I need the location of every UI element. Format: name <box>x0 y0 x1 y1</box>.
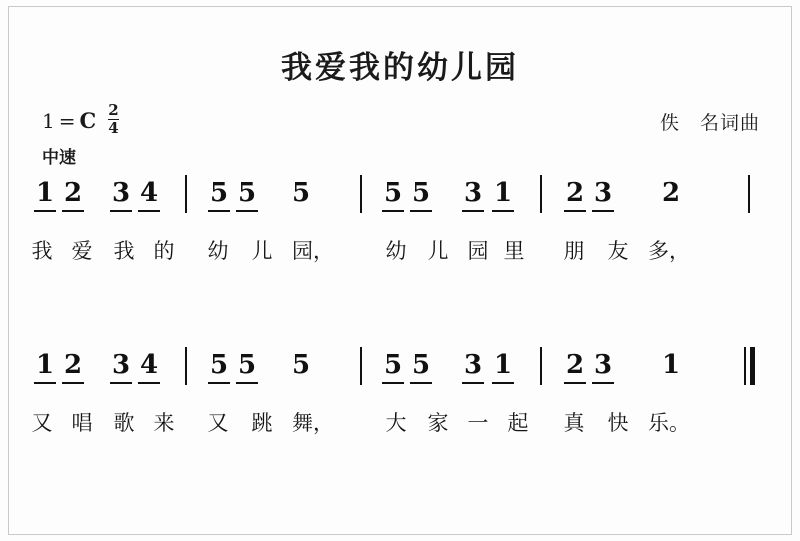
note: 3 <box>592 178 614 212</box>
barline <box>185 175 187 213</box>
barline <box>360 175 362 213</box>
barline <box>540 347 542 385</box>
music-system-2 <box>0 350 800 470</box>
lyric-syllable: 园 <box>467 239 489 263</box>
lyric-syllable: 里 <box>503 239 525 263</box>
note: 1 <box>492 350 514 384</box>
note: 1 <box>661 350 681 380</box>
lyric-syllable: 我 <box>31 239 53 263</box>
key-do-number: 1 <box>42 108 55 133</box>
lyric-syllable: 快 <box>607 411 629 435</box>
note: 5 <box>236 178 258 212</box>
lyric-syllable: 儿 <box>427 239 449 263</box>
note: 3 <box>462 350 484 384</box>
time-signature-numerator: 2 <box>108 101 119 119</box>
note: 3 <box>592 350 614 384</box>
lyric-syllable: 友 <box>607 239 629 263</box>
note: 5 <box>291 350 311 380</box>
lyric-syllable: 儿 <box>251 239 273 263</box>
lyric-syllable: 幼 <box>385 239 407 263</box>
note: 5 <box>382 350 404 384</box>
lyric-syllable: 家 <box>427 411 449 435</box>
note: 2 <box>564 350 586 384</box>
page-title: 我爱我的幼儿园 <box>281 50 519 86</box>
lyric-syllable: 跳 <box>251 411 273 435</box>
barline <box>540 175 542 213</box>
note: 5 <box>410 350 432 384</box>
barline <box>360 347 362 385</box>
note: 5 <box>236 350 258 384</box>
lyric-syllable: 幼 <box>207 239 229 263</box>
lyric-syllable: 的 <box>153 239 175 263</box>
lyrics-row-2 <box>0 410 800 450</box>
note: 1 <box>34 350 56 384</box>
key-equals-sign: = <box>58 108 76 133</box>
lyric-syllable: 又 <box>207 411 229 435</box>
notes-row-1 <box>0 178 800 224</box>
lyric-syllable: 起 <box>507 411 529 435</box>
note: 5 <box>410 178 432 212</box>
lyric-syllable: 来 <box>153 411 175 435</box>
time-signature <box>108 103 118 136</box>
barline <box>185 347 187 385</box>
notes-row-2 <box>0 350 800 396</box>
note: 2 <box>62 350 84 384</box>
note: 3 <box>462 178 484 212</box>
note: 2 <box>62 178 84 212</box>
tempo-marking: 中速 <box>42 148 76 168</box>
note: 3 <box>110 350 132 384</box>
note: 5 <box>208 178 230 212</box>
note: 5 <box>291 178 311 208</box>
lyric-syllable: 歌 <box>113 411 135 435</box>
barline <box>748 175 750 213</box>
lyric-syllable: 又 <box>31 411 53 435</box>
note: 1 <box>492 178 514 212</box>
note: 4 <box>138 350 160 384</box>
note: 2 <box>661 178 681 208</box>
note: 1 <box>34 178 56 212</box>
note: 5 <box>208 350 230 384</box>
lyric-syllable: 园， <box>292 239 334 263</box>
lyric-syllable: 一 <box>467 411 489 435</box>
note: 4 <box>138 178 160 212</box>
lyric-syllable: 我 <box>113 239 135 263</box>
note: 3 <box>110 178 132 212</box>
lyric-syllable: 多， <box>648 239 690 263</box>
time-signature-denominator: 4 <box>108 119 119 137</box>
lyric-syllable: 大 <box>385 411 407 435</box>
key-letter: C <box>79 108 97 133</box>
composer-credit: 佚 名词曲 <box>659 112 760 134</box>
lyric-syllable: 真 <box>563 411 585 435</box>
note: 2 <box>564 178 586 212</box>
lyric-syllable: 朋 <box>563 239 585 263</box>
lyric-syllable: 乐。 <box>648 411 690 435</box>
lyric-syllable: 唱 <box>71 411 93 435</box>
lyric-syllable: 爱 <box>71 239 93 263</box>
lyric-syllable: 舞， <box>292 411 334 435</box>
key-signature <box>42 101 119 137</box>
note: 5 <box>382 178 404 212</box>
lyrics-row-1 <box>0 238 800 278</box>
music-system-1 <box>0 178 800 298</box>
